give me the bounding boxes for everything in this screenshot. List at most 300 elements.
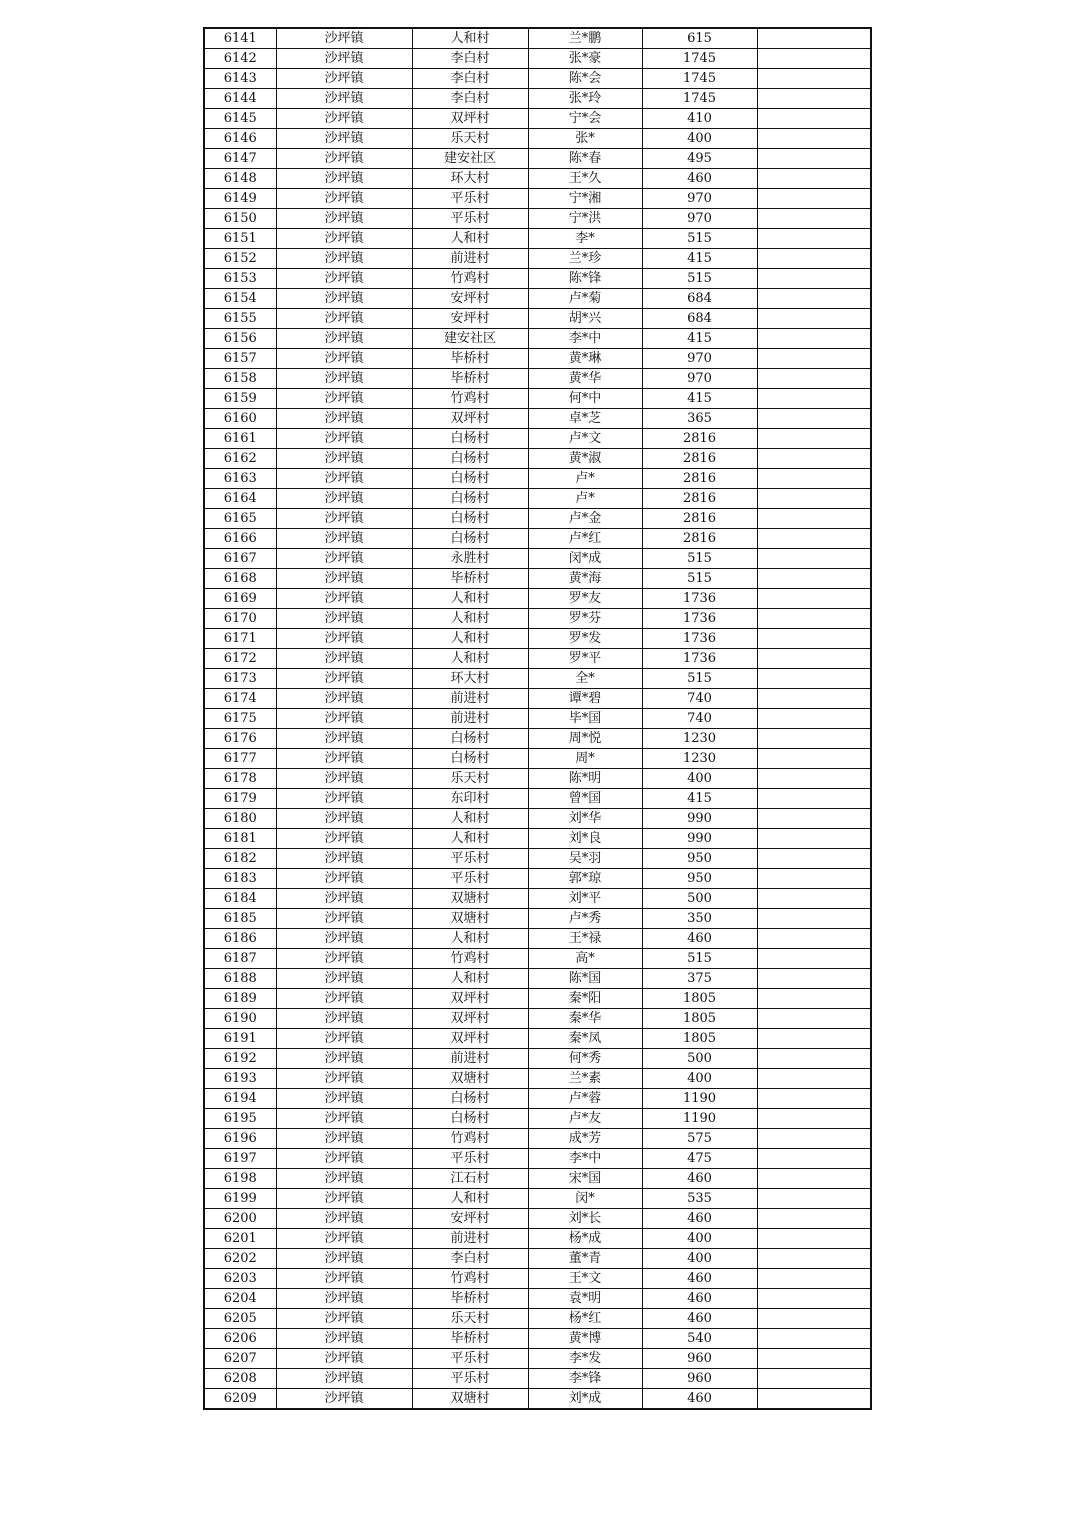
village-cell: 乐天村 <box>412 1309 528 1329</box>
amount-cell: 970 <box>642 369 757 389</box>
town-cell: 沙坪镇 <box>276 229 412 249</box>
town-cell: 沙坪镇 <box>276 609 412 629</box>
village-cell: 平乐村 <box>412 849 528 869</box>
row-number-cell: 6189 <box>204 989 276 1009</box>
name-cell: 卢* <box>528 489 642 509</box>
town-cell: 沙坪镇 <box>276 909 412 929</box>
town-cell: 沙坪镇 <box>276 1069 412 1089</box>
village-cell: 江石村 <box>412 1169 528 1189</box>
amount-cell: 1190 <box>642 1109 757 1129</box>
name-cell: 兰*素 <box>528 1069 642 1089</box>
amount-cell: 460 <box>642 169 757 189</box>
amount-cell: 1736 <box>642 629 757 649</box>
remark-cell <box>757 1269 871 1289</box>
remark-cell <box>757 169 871 189</box>
amount-cell: 970 <box>642 349 757 369</box>
village-cell: 双坪村 <box>412 109 528 129</box>
name-cell: 罗*友 <box>528 589 642 609</box>
name-cell: 吴*羽 <box>528 849 642 869</box>
table-row <box>204 409 871 429</box>
amount-cell: 1745 <box>642 49 757 69</box>
remark-cell <box>757 129 871 149</box>
remark-cell <box>757 69 871 89</box>
town-cell: 沙坪镇 <box>276 449 412 469</box>
amount-cell: 515 <box>642 549 757 569</box>
row-number-cell: 6197 <box>204 1149 276 1169</box>
amount-cell: 1230 <box>642 729 757 749</box>
name-cell: 李*中 <box>528 1149 642 1169</box>
table-row <box>204 1389 871 1410</box>
town-cell: 沙坪镇 <box>276 429 412 449</box>
remark-cell <box>757 929 871 949</box>
name-cell: 王*久 <box>528 169 642 189</box>
remark-cell <box>757 729 871 749</box>
town-cell: 沙坪镇 <box>276 349 412 369</box>
name-cell: 闵*成 <box>528 549 642 569</box>
name-cell: 闵* <box>528 1189 642 1209</box>
table-row <box>204 28 871 49</box>
row-number-cell: 6205 <box>204 1309 276 1329</box>
name-cell: 袁*明 <box>528 1289 642 1309</box>
remark-cell <box>757 1209 871 1229</box>
town-cell: 沙坪镇 <box>276 129 412 149</box>
town-cell: 沙坪镇 <box>276 1229 412 1249</box>
amount-cell: 515 <box>642 669 757 689</box>
name-cell: 陈*锋 <box>528 269 642 289</box>
row-number-cell: 6154 <box>204 289 276 309</box>
name-cell: 卢*蓉 <box>528 1089 642 1109</box>
table-row <box>204 589 871 609</box>
town-cell: 沙坪镇 <box>276 629 412 649</box>
name-cell: 刘*华 <box>528 809 642 829</box>
name-cell: 刘*平 <box>528 889 642 909</box>
town-cell: 沙坪镇 <box>276 809 412 829</box>
town-cell: 沙坪镇 <box>276 869 412 889</box>
town-cell: 沙坪镇 <box>276 769 412 789</box>
remark-cell <box>757 269 871 289</box>
village-cell: 环大村 <box>412 669 528 689</box>
table-row <box>204 129 871 149</box>
village-cell: 双坪村 <box>412 989 528 1009</box>
row-number-cell: 6147 <box>204 149 276 169</box>
town-cell: 沙坪镇 <box>276 1109 412 1129</box>
town-cell: 沙坪镇 <box>276 289 412 309</box>
town-cell: 沙坪镇 <box>276 169 412 189</box>
amount-cell: 400 <box>642 129 757 149</box>
row-number-cell: 6150 <box>204 209 276 229</box>
amount-cell: 684 <box>642 309 757 329</box>
town-cell: 沙坪镇 <box>276 569 412 589</box>
town-cell: 沙坪镇 <box>276 1289 412 1309</box>
remark-cell <box>757 329 871 349</box>
row-number-cell: 6207 <box>204 1349 276 1369</box>
amount-cell: 960 <box>642 1369 757 1389</box>
row-number-cell: 6141 <box>204 28 276 49</box>
remark-cell <box>757 789 871 809</box>
row-number-cell: 6187 <box>204 949 276 969</box>
remark-cell <box>757 549 871 569</box>
table-row <box>204 729 871 749</box>
table-row <box>204 1169 871 1189</box>
name-cell: 李*中 <box>528 329 642 349</box>
row-number-cell: 6159 <box>204 389 276 409</box>
name-cell: 曾*国 <box>528 789 642 809</box>
row-number-cell: 6175 <box>204 709 276 729</box>
town-cell: 沙坪镇 <box>276 1269 412 1289</box>
village-cell: 安坪村 <box>412 309 528 329</box>
row-number-cell: 6158 <box>204 369 276 389</box>
row-number-cell: 6188 <box>204 969 276 989</box>
amount-cell: 515 <box>642 269 757 289</box>
name-cell: 刘*长 <box>528 1209 642 1229</box>
amount-cell: 2816 <box>642 429 757 449</box>
town-cell: 沙坪镇 <box>276 669 412 689</box>
remark-cell <box>757 1389 871 1410</box>
document-sheet <box>203 27 870 1410</box>
remark-cell <box>757 389 871 409</box>
town-cell: 沙坪镇 <box>276 89 412 109</box>
name-cell: 王*禄 <box>528 929 642 949</box>
table-row <box>204 169 871 189</box>
table-row <box>204 649 871 669</box>
name-cell: 谭*碧 <box>528 689 642 709</box>
village-cell: 李白村 <box>412 89 528 109</box>
row-number-cell: 6162 <box>204 449 276 469</box>
name-cell: 刘*良 <box>528 829 642 849</box>
village-cell: 白杨村 <box>412 429 528 449</box>
table-row <box>204 569 871 589</box>
name-cell: 卢*友 <box>528 1109 642 1129</box>
row-number-cell: 6163 <box>204 469 276 489</box>
town-cell: 沙坪镇 <box>276 649 412 669</box>
amount-cell: 2816 <box>642 449 757 469</box>
table-row <box>204 709 871 729</box>
town-cell: 沙坪镇 <box>276 409 412 429</box>
table-row <box>204 369 871 389</box>
remark-cell <box>757 1189 871 1209</box>
table-row <box>204 269 871 289</box>
name-cell: 李* <box>528 229 642 249</box>
remark-cell <box>757 909 871 929</box>
row-number-cell: 6152 <box>204 249 276 269</box>
row-number-cell: 6153 <box>204 269 276 289</box>
village-cell: 李白村 <box>412 1249 528 1269</box>
remark-cell <box>757 1109 871 1129</box>
remark-cell <box>757 89 871 109</box>
town-cell: 沙坪镇 <box>276 1189 412 1209</box>
name-cell: 卢* <box>528 469 642 489</box>
amount-cell: 515 <box>642 229 757 249</box>
table-row <box>204 929 871 949</box>
remark-cell <box>757 309 871 329</box>
town-cell: 沙坪镇 <box>276 1209 412 1229</box>
row-number-cell: 6199 <box>204 1189 276 1209</box>
amount-cell: 970 <box>642 209 757 229</box>
amount-cell: 990 <box>642 809 757 829</box>
row-number-cell: 6196 <box>204 1129 276 1149</box>
amount-cell: 1745 <box>642 69 757 89</box>
amount-cell: 495 <box>642 149 757 169</box>
village-cell: 前进村 <box>412 689 528 709</box>
remark-cell <box>757 489 871 509</box>
table-row <box>204 229 871 249</box>
remark-cell <box>757 869 871 889</box>
village-cell: 白杨村 <box>412 449 528 469</box>
table-row <box>204 1109 871 1129</box>
amount-cell: 410 <box>642 109 757 129</box>
row-number-cell: 6180 <box>204 809 276 829</box>
town-cell: 沙坪镇 <box>276 1029 412 1049</box>
name-cell: 何*中 <box>528 389 642 409</box>
remark-cell <box>757 49 871 69</box>
town-cell: 沙坪镇 <box>276 689 412 709</box>
village-cell: 安坪村 <box>412 289 528 309</box>
village-cell: 人和村 <box>412 809 528 829</box>
town-cell: 沙坪镇 <box>276 709 412 729</box>
name-cell: 陈*明 <box>528 769 642 789</box>
roster-table <box>203 27 872 1410</box>
amount-cell: 540 <box>642 1329 757 1349</box>
village-cell: 双塘村 <box>412 909 528 929</box>
name-cell: 罗*芬 <box>528 609 642 629</box>
row-number-cell: 6174 <box>204 689 276 709</box>
row-number-cell: 6142 <box>204 49 276 69</box>
name-cell: 何*秀 <box>528 1049 642 1069</box>
table-row <box>204 809 871 829</box>
amount-cell: 400 <box>642 769 757 789</box>
table-row <box>204 289 871 309</box>
remark-cell <box>757 28 871 49</box>
amount-cell: 740 <box>642 709 757 729</box>
row-number-cell: 6155 <box>204 309 276 329</box>
village-cell: 白杨村 <box>412 749 528 769</box>
village-cell: 李白村 <box>412 69 528 89</box>
remark-cell <box>757 1069 871 1089</box>
amount-cell: 400 <box>642 1229 757 1249</box>
village-cell: 白杨村 <box>412 1089 528 1109</box>
village-cell: 双塘村 <box>412 1389 528 1410</box>
amount-cell: 460 <box>642 1389 757 1410</box>
table-row <box>204 1329 871 1349</box>
remark-cell <box>757 629 871 649</box>
village-cell: 毕桥村 <box>412 1289 528 1309</box>
amount-cell: 1736 <box>642 589 757 609</box>
name-cell: 张*豪 <box>528 49 642 69</box>
town-cell: 沙坪镇 <box>276 1009 412 1029</box>
village-cell: 白杨村 <box>412 1109 528 1129</box>
row-number-cell: 6171 <box>204 629 276 649</box>
name-cell: 兰*珍 <box>528 249 642 269</box>
row-number-cell: 6182 <box>204 849 276 869</box>
town-cell: 沙坪镇 <box>276 489 412 509</box>
row-number-cell: 6164 <box>204 489 276 509</box>
table-row <box>204 749 871 769</box>
village-cell: 乐天村 <box>412 129 528 149</box>
row-number-cell: 6198 <box>204 1169 276 1189</box>
amount-cell: 515 <box>642 949 757 969</box>
village-cell: 白杨村 <box>412 509 528 529</box>
amount-cell: 2816 <box>642 529 757 549</box>
town-cell: 沙坪镇 <box>276 389 412 409</box>
village-cell: 安坪村 <box>412 1209 528 1229</box>
remark-cell <box>757 1049 871 1069</box>
amount-cell: 500 <box>642 889 757 909</box>
row-number-cell: 6161 <box>204 429 276 449</box>
amount-cell: 415 <box>642 389 757 409</box>
name-cell: 杨*成 <box>528 1229 642 1249</box>
name-cell: 张* <box>528 129 642 149</box>
row-number-cell: 6181 <box>204 829 276 849</box>
row-number-cell: 6178 <box>204 769 276 789</box>
row-number-cell: 6173 <box>204 669 276 689</box>
village-cell: 竹鸡村 <box>412 1129 528 1149</box>
town-cell: 沙坪镇 <box>276 209 412 229</box>
name-cell: 黄*淑 <box>528 449 642 469</box>
town-cell: 沙坪镇 <box>276 1349 412 1369</box>
village-cell: 人和村 <box>412 829 528 849</box>
town-cell: 沙坪镇 <box>276 1309 412 1329</box>
table-row <box>204 989 871 1009</box>
name-cell: 卢*菊 <box>528 289 642 309</box>
row-number-cell: 6206 <box>204 1329 276 1349</box>
remark-cell <box>757 1169 871 1189</box>
row-number-cell: 6183 <box>204 869 276 889</box>
village-cell: 竹鸡村 <box>412 949 528 969</box>
remark-cell <box>757 809 871 829</box>
row-number-cell: 6144 <box>204 89 276 109</box>
table-row <box>204 829 871 849</box>
row-number-cell: 6192 <box>204 1049 276 1069</box>
remark-cell <box>757 1289 871 1309</box>
village-cell: 建安社区 <box>412 329 528 349</box>
row-number-cell: 6176 <box>204 729 276 749</box>
table-row <box>204 1089 871 1109</box>
name-cell: 罗*发 <box>528 629 642 649</box>
village-cell: 人和村 <box>412 1189 528 1209</box>
name-cell: 毕*国 <box>528 709 642 729</box>
row-number-cell: 6200 <box>204 1209 276 1229</box>
table-row <box>204 529 871 549</box>
row-number-cell: 6156 <box>204 329 276 349</box>
remark-cell <box>757 849 871 869</box>
name-cell: 罗*平 <box>528 649 642 669</box>
village-cell: 毕桥村 <box>412 1329 528 1349</box>
name-cell: 宁*洪 <box>528 209 642 229</box>
amount-cell: 375 <box>642 969 757 989</box>
table-row <box>204 1229 871 1249</box>
town-cell: 沙坪镇 <box>276 309 412 329</box>
table-row <box>204 309 871 329</box>
amount-cell: 990 <box>642 829 757 849</box>
table-row <box>204 1309 871 1329</box>
row-number-cell: 6167 <box>204 549 276 569</box>
name-cell: 陈*会 <box>528 69 642 89</box>
row-number-cell: 6203 <box>204 1269 276 1289</box>
remark-cell <box>757 769 871 789</box>
row-number-cell: 6186 <box>204 929 276 949</box>
remark-cell <box>757 569 871 589</box>
amount-cell: 2816 <box>642 489 757 509</box>
remark-cell <box>757 1329 871 1349</box>
amount-cell: 1805 <box>642 1009 757 1029</box>
remark-cell <box>757 1349 871 1369</box>
table-row <box>204 969 871 989</box>
remark-cell <box>757 529 871 549</box>
town-cell: 沙坪镇 <box>276 1389 412 1410</box>
village-cell: 人和村 <box>412 969 528 989</box>
name-cell: 周*悦 <box>528 729 642 749</box>
amount-cell: 950 <box>642 869 757 889</box>
row-number-cell: 6172 <box>204 649 276 669</box>
village-cell: 毕桥村 <box>412 369 528 389</box>
remark-cell <box>757 689 871 709</box>
table-row <box>204 389 871 409</box>
table-row <box>204 669 871 689</box>
name-cell: 秦*凤 <box>528 1029 642 1049</box>
village-cell: 乐天村 <box>412 769 528 789</box>
amount-cell: 2816 <box>642 469 757 489</box>
roster-table-body <box>204 28 871 1409</box>
row-number-cell: 6202 <box>204 1249 276 1269</box>
village-cell: 平乐村 <box>412 1149 528 1169</box>
table-row <box>204 249 871 269</box>
village-cell: 前进村 <box>412 249 528 269</box>
town-cell: 沙坪镇 <box>276 549 412 569</box>
remark-cell <box>757 1029 871 1049</box>
row-number-cell: 6179 <box>204 789 276 809</box>
village-cell: 双坪村 <box>412 1009 528 1029</box>
row-number-cell: 6193 <box>204 1069 276 1089</box>
village-cell: 前进村 <box>412 1049 528 1069</box>
name-cell: 刘*成 <box>528 1389 642 1410</box>
remark-cell <box>757 1229 871 1249</box>
table-row <box>204 189 871 209</box>
amount-cell: 740 <box>642 689 757 709</box>
town-cell: 沙坪镇 <box>276 329 412 349</box>
amount-cell: 515 <box>642 569 757 589</box>
town-cell: 沙坪镇 <box>276 249 412 269</box>
row-number-cell: 6143 <box>204 69 276 89</box>
town-cell: 沙坪镇 <box>276 989 412 1009</box>
table-row <box>204 449 871 469</box>
name-cell: 宁*湘 <box>528 189 642 209</box>
village-cell: 平乐村 <box>412 189 528 209</box>
town-cell: 沙坪镇 <box>276 929 412 949</box>
amount-cell: 350 <box>642 909 757 929</box>
amount-cell: 460 <box>642 1169 757 1189</box>
name-cell: 兰*鹏 <box>528 28 642 49</box>
table-row <box>204 1209 871 1229</box>
remark-cell <box>757 989 871 1009</box>
town-cell: 沙坪镇 <box>276 889 412 909</box>
row-number-cell: 6209 <box>204 1389 276 1410</box>
row-number-cell: 6166 <box>204 529 276 549</box>
amount-cell: 2816 <box>642 509 757 529</box>
row-number-cell: 6165 <box>204 509 276 529</box>
row-number-cell: 6157 <box>204 349 276 369</box>
village-cell: 平乐村 <box>412 1349 528 1369</box>
town-cell: 沙坪镇 <box>276 1049 412 1069</box>
remark-cell <box>757 709 871 729</box>
town-cell: 沙坪镇 <box>276 949 412 969</box>
table-row <box>204 209 871 229</box>
remark-cell <box>757 249 871 269</box>
remark-cell <box>757 369 871 389</box>
table-row <box>204 109 871 129</box>
row-number-cell: 6149 <box>204 189 276 209</box>
name-cell: 张*玲 <box>528 89 642 109</box>
table-row <box>204 609 871 629</box>
